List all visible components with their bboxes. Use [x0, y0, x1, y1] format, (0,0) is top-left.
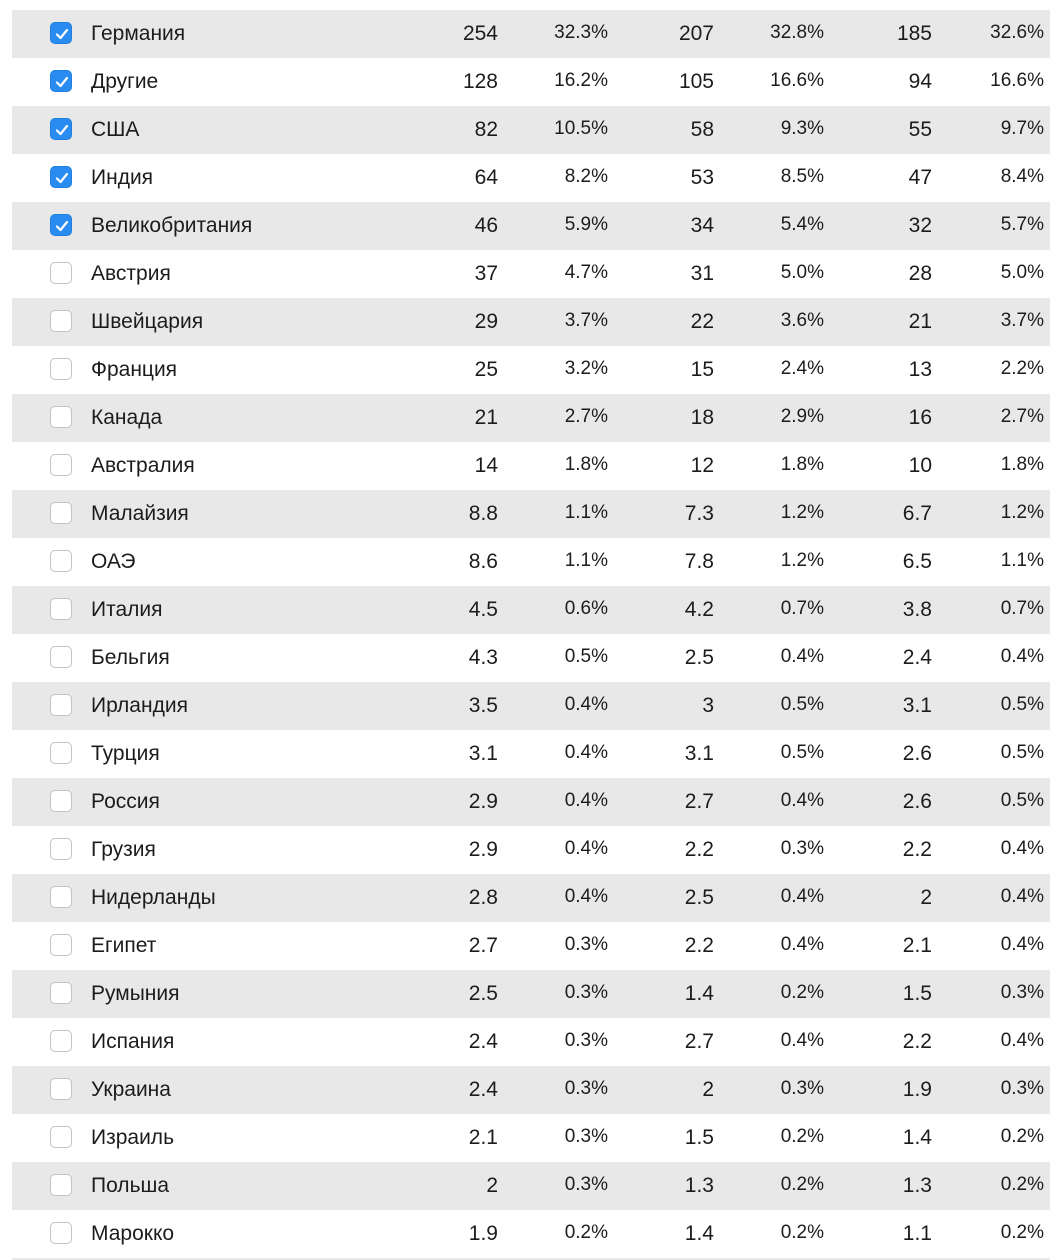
value-col-1: 128 [462, 70, 498, 93]
value-col-3: 1.1 [902, 1222, 932, 1245]
value-col-3: 2.2 [902, 1030, 932, 1053]
value-col-2: 12 [690, 454, 714, 477]
percent-col-1: 3.2% [564, 358, 608, 379]
table-row [12, 1210, 1050, 1258]
percent-col-1: 0.3% [564, 1030, 608, 1051]
country-name: Россия [91, 790, 160, 813]
percent-col-1: 3.7% [564, 310, 608, 331]
percent-col-3: 3.7% [1000, 310, 1044, 331]
check-icon [54, 122, 70, 138]
value-col-3: 2.6 [902, 742, 932, 765]
row-checkbox[interactable] [50, 838, 72, 860]
value-col-3: 2.2 [902, 838, 932, 861]
value-col-2: 22 [690, 310, 714, 333]
table-row [12, 970, 1050, 1018]
check-icon [54, 74, 70, 90]
row-checkbox[interactable] [50, 982, 72, 1004]
percent-col-3: 2.2% [1000, 358, 1044, 379]
value-col-1: 3.1 [468, 742, 498, 765]
percent-col-3: 0.7% [1000, 598, 1044, 619]
table-row [12, 1018, 1050, 1066]
percent-col-1: 0.3% [564, 1126, 608, 1147]
table-row [12, 490, 1050, 538]
percent-col-3: 32.6% [990, 22, 1044, 43]
country-table [12, 10, 1050, 1258]
row-checkbox[interactable] [50, 70, 72, 92]
value-col-3: 21 [908, 310, 932, 333]
value-col-2: 2.5 [684, 646, 714, 669]
value-col-3: 2 [920, 886, 932, 909]
table-row [12, 298, 1050, 346]
value-col-1: 1.9 [468, 1222, 498, 1245]
value-col-2: 53 [690, 166, 714, 189]
country-name: Канада [91, 406, 163, 429]
table-row [12, 778, 1050, 826]
value-col-1: 2 [486, 1174, 498, 1197]
table-row [12, 922, 1050, 970]
value-col-1: 2.7 [468, 934, 498, 957]
value-col-1: 14 [474, 454, 498, 477]
value-col-2: 2 [702, 1078, 714, 1101]
row-checkbox[interactable] [50, 262, 72, 284]
country-name: Франция [91, 358, 178, 381]
percent-col-1: 0.4% [564, 838, 608, 859]
country-name: Другие [91, 70, 159, 93]
value-col-3: 16 [908, 406, 932, 429]
percent-col-1: 16.2% [554, 70, 608, 91]
percent-col-1: 0.2% [564, 1222, 608, 1243]
value-col-1: 4.5 [468, 598, 498, 621]
table-row [12, 586, 1050, 634]
check-icon [54, 26, 70, 42]
row-checkbox[interactable] [50, 1030, 72, 1052]
value-col-2: 3.1 [684, 742, 714, 765]
value-col-3: 185 [896, 22, 932, 45]
percent-col-2: 0.3% [780, 838, 824, 859]
percent-col-2: 0.4% [780, 790, 824, 811]
percent-col-3: 1.1% [1000, 550, 1044, 571]
country-name: Индия [91, 166, 154, 189]
table-row [12, 634, 1050, 682]
percent-col-2: 3.6% [780, 310, 824, 331]
percent-col-2: 8.5% [780, 166, 824, 187]
percent-col-2: 32.8% [770, 22, 824, 43]
percent-col-1: 8.2% [564, 166, 608, 187]
value-col-3: 6.7 [902, 502, 932, 525]
row-checkbox[interactable] [50, 1078, 72, 1100]
percent-col-2: 1.2% [780, 550, 824, 571]
table-row [12, 394, 1050, 442]
value-col-2: 4.2 [684, 598, 714, 621]
row-checkbox[interactable] [50, 1126, 72, 1148]
percent-col-2: 0.2% [780, 1174, 824, 1195]
row-checkbox[interactable] [50, 646, 72, 668]
value-col-3: 47 [908, 166, 932, 189]
row-checkbox[interactable] [50, 694, 72, 716]
percent-col-1: 0.3% [564, 1078, 608, 1099]
percent-col-3: 0.5% [1000, 694, 1044, 715]
percent-col-2: 16.6% [770, 70, 824, 91]
value-col-1: 2.4 [468, 1078, 498, 1101]
value-col-2: 2.2 [684, 838, 714, 861]
value-col-2: 1.3 [684, 1174, 714, 1197]
row-checkbox[interactable] [50, 406, 72, 428]
value-col-2: 7.8 [684, 550, 714, 573]
country-name: Италия [91, 598, 163, 621]
value-col-2: 1.4 [684, 1222, 714, 1245]
value-col-2: 58 [690, 118, 714, 141]
percent-col-2: 0.4% [780, 646, 824, 667]
value-col-3: 13 [908, 358, 932, 381]
value-col-1: 3.5 [468, 694, 498, 717]
value-col-3: 1.5 [902, 982, 932, 1005]
country-name: Египет [91, 934, 157, 957]
percent-col-3: 0.3% [1000, 1078, 1044, 1099]
country-name: Украина [91, 1078, 171, 1101]
value-col-2: 2.2 [684, 934, 714, 957]
table-row [12, 442, 1050, 490]
percent-col-1: 0.3% [564, 1174, 608, 1195]
row-checkbox[interactable] [50, 934, 72, 956]
percent-col-2: 0.5% [780, 742, 824, 763]
country-name: ОАЭ [91, 550, 136, 573]
country-name: Марокко [91, 1222, 175, 1245]
row-checkbox[interactable] [50, 358, 72, 380]
value-col-3: 94 [908, 70, 932, 93]
value-col-3: 3.1 [902, 694, 932, 717]
table-row [12, 202, 1050, 250]
percent-col-2: 2.4% [780, 358, 824, 379]
value-col-2: 31 [690, 262, 714, 285]
percent-col-3: 0.5% [1000, 790, 1044, 811]
percent-col-3: 1.2% [1000, 502, 1044, 523]
value-col-2: 3 [702, 694, 714, 717]
percent-col-2: 0.4% [780, 1030, 824, 1051]
value-col-3: 2.1 [902, 934, 932, 957]
percent-col-2: 0.2% [780, 1222, 824, 1243]
value-col-1: 46 [474, 214, 498, 237]
table-row [12, 1162, 1050, 1210]
percent-col-2: 5.4% [780, 214, 824, 235]
value-col-1: 2.8 [468, 886, 498, 909]
percent-col-1: 32.3% [554, 22, 608, 43]
value-col-2: 2.7 [684, 790, 714, 813]
value-col-1: 8.8 [468, 502, 498, 525]
country-name: Грузия [91, 838, 156, 861]
value-col-1: 82 [474, 118, 498, 141]
value-col-1: 2.4 [468, 1030, 498, 1053]
row-checkbox[interactable] [50, 742, 72, 764]
percent-col-3: 8.4% [1000, 166, 1044, 187]
value-col-1: 4.3 [468, 646, 498, 669]
value-col-2: 15 [690, 358, 714, 381]
row-checkbox[interactable] [50, 1222, 72, 1244]
percent-col-3: 16.6% [990, 70, 1044, 91]
row-checkbox[interactable] [50, 310, 72, 332]
country-name: Ирландия [91, 694, 188, 717]
row-checkbox[interactable] [50, 886, 72, 908]
value-col-1: 25 [474, 358, 498, 381]
percent-col-1: 0.5% [564, 646, 608, 667]
percent-col-3: 1.8% [1000, 454, 1044, 475]
percent-col-1: 0.4% [564, 694, 608, 715]
country-name: Германия [91, 22, 186, 45]
value-col-2: 7.3 [684, 502, 714, 525]
percent-col-1: 4.7% [564, 262, 608, 283]
value-col-1: 29 [474, 310, 498, 333]
row-checkbox[interactable] [50, 166, 72, 188]
value-col-1: 8.6 [468, 550, 498, 573]
percent-col-3: 9.7% [1000, 118, 1044, 139]
percent-col-2: 2.9% [780, 406, 824, 427]
country-name: США [91, 118, 140, 141]
row-checkbox[interactable] [50, 790, 72, 812]
row-checkbox[interactable] [50, 118, 72, 140]
value-col-1: 254 [462, 22, 498, 45]
percent-col-2: 5.0% [780, 262, 824, 283]
percent-col-2: 0.3% [780, 1078, 824, 1099]
row-checkbox[interactable] [50, 502, 72, 524]
country-name: Испания [91, 1030, 175, 1053]
row-checkbox[interactable] [50, 598, 72, 620]
percent-col-1: 1.8% [564, 454, 608, 475]
country-name: Израиль [91, 1126, 175, 1149]
row-checkbox[interactable] [50, 22, 72, 44]
value-col-3: 32 [908, 214, 932, 237]
table-row [12, 58, 1050, 106]
table-row [12, 730, 1050, 778]
percent-col-1: 10.5% [554, 118, 608, 139]
row-checkbox[interactable] [50, 550, 72, 572]
value-col-3: 2.4 [902, 646, 932, 669]
table-row [12, 346, 1050, 394]
percent-col-1: 0.4% [564, 790, 608, 811]
percent-col-2: 0.4% [780, 886, 824, 907]
percent-col-1: 2.7% [564, 406, 608, 427]
value-col-3: 1.9 [902, 1078, 932, 1101]
value-col-2: 2.7 [684, 1030, 714, 1053]
value-col-3: 3.8 [902, 598, 932, 621]
percent-col-3: 0.4% [1000, 646, 1044, 667]
country-name: Великобритания [91, 214, 253, 237]
percent-col-3: 0.4% [1000, 838, 1044, 859]
percent-col-3: 2.7% [1000, 406, 1044, 427]
percent-col-2: 1.2% [780, 502, 824, 523]
value-col-3: 28 [908, 262, 932, 285]
value-col-1: 64 [474, 166, 498, 189]
value-col-2: 105 [678, 70, 714, 93]
country-name: Турция [91, 742, 160, 765]
value-col-3: 1.4 [902, 1126, 932, 1149]
table-row [12, 106, 1050, 154]
percent-col-2: 1.8% [780, 454, 824, 475]
row-checkbox[interactable] [50, 1174, 72, 1196]
country-name: Швейцария [91, 310, 204, 333]
table-row [12, 1066, 1050, 1114]
percent-col-3: 0.2% [1000, 1222, 1044, 1243]
value-col-3: 1.3 [902, 1174, 932, 1197]
percent-col-2: 0.2% [780, 1126, 824, 1147]
table-row [12, 250, 1050, 298]
table-row [12, 1114, 1050, 1162]
percent-col-3: 0.3% [1000, 982, 1044, 1003]
percent-col-3: 5.0% [1000, 262, 1044, 283]
value-col-1: 2.1 [468, 1126, 498, 1149]
percent-col-1: 1.1% [564, 502, 608, 523]
table-row [12, 10, 1050, 58]
value-col-3: 55 [908, 118, 932, 141]
percent-col-2: 9.3% [780, 118, 824, 139]
value-col-3: 6.5 [902, 550, 932, 573]
value-col-1: 2.5 [468, 982, 498, 1005]
percent-col-3: 0.4% [1000, 886, 1044, 907]
percent-col-1: 0.4% [564, 742, 608, 763]
value-col-2: 1.5 [684, 1126, 714, 1149]
row-checkbox[interactable] [50, 214, 72, 236]
value-col-2: 1.4 [684, 982, 714, 1005]
country-name: Румыния [91, 982, 180, 1005]
table-row [12, 874, 1050, 922]
percent-col-1: 5.9% [564, 214, 608, 235]
percent-col-1: 0.3% [564, 982, 608, 1003]
percent-col-1: 1.1% [564, 550, 608, 571]
country-name: Польша [91, 1174, 170, 1197]
percent-col-1: 0.4% [564, 886, 608, 907]
value-col-2: 2.5 [684, 886, 714, 909]
value-col-1: 37 [474, 262, 498, 285]
country-name: Австрия [91, 262, 171, 285]
value-col-1: 2.9 [468, 838, 498, 861]
table-row [12, 682, 1050, 730]
percent-col-3: 0.5% [1000, 742, 1044, 763]
percent-col-3: 0.4% [1000, 934, 1044, 955]
percent-col-2: 0.5% [780, 694, 824, 715]
value-col-2: 18 [690, 406, 714, 429]
country-name: Австралия [91, 454, 195, 477]
table-row [12, 826, 1050, 874]
percent-col-1: 0.6% [564, 598, 608, 619]
country-name: Малайзия [91, 502, 189, 525]
value-col-1: 2.9 [468, 790, 498, 813]
check-icon [54, 218, 70, 234]
value-col-2: 34 [690, 214, 714, 237]
percent-col-2: 0.4% [780, 934, 824, 955]
percent-col-3: 5.7% [1000, 214, 1044, 235]
percent-col-2: 0.7% [780, 598, 824, 619]
table-row [12, 154, 1050, 202]
percent-col-2: 0.2% [780, 982, 824, 1003]
value-col-3: 10 [908, 454, 932, 477]
country-name: Бельгия [91, 646, 170, 669]
row-checkbox[interactable] [50, 454, 72, 476]
top-edge [12, 0, 1050, 10]
value-col-3: 2.6 [902, 790, 932, 813]
value-col-1: 21 [474, 406, 498, 429]
value-col-2: 207 [678, 22, 714, 45]
percent-col-3: 0.2% [1000, 1126, 1044, 1147]
percent-col-3: 0.2% [1000, 1174, 1044, 1195]
country-name: Нидерланды [91, 886, 216, 909]
check-icon [54, 170, 70, 186]
percent-col-1: 0.3% [564, 934, 608, 955]
percent-col-3: 0.4% [1000, 1030, 1044, 1051]
table-row [12, 538, 1050, 586]
